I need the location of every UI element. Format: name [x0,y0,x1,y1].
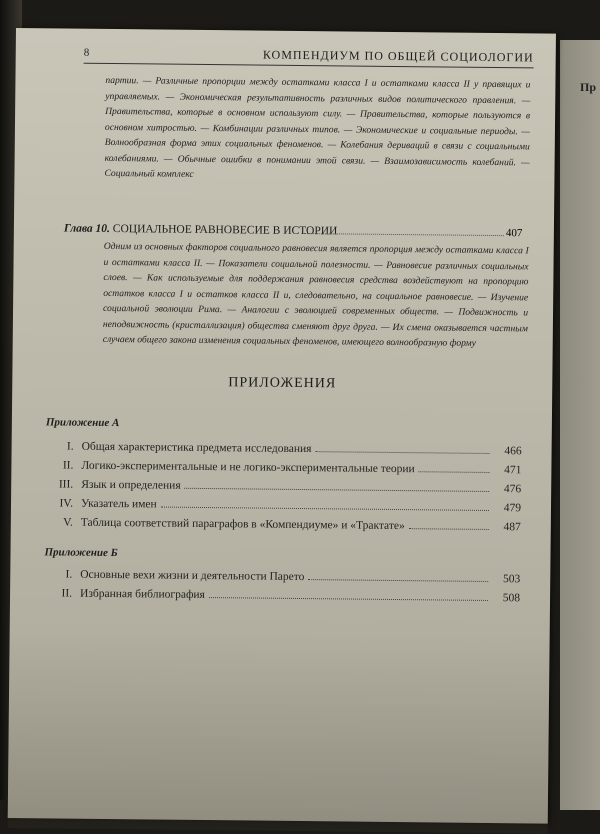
toc-entry-number: I. [65,568,73,581]
toc-entry-title: Избранная библиография [80,587,205,602]
next-page-heading: Пр [580,80,597,94]
toc-entry-title: Таблица соответствий параграфов в «Компендиуме» и «Трактате» [80,516,405,533]
toc-entry-title: Общая характеристика предмета исследования [81,440,312,456]
next-page-edge [560,40,600,810]
toc-leader [185,487,490,492]
toc-entry[interactable] [51,478,521,499]
toc-entry[interactable] [51,516,521,537]
toc-leader [315,450,489,454]
toc-entry-number: II. [62,459,74,472]
toc-entry[interactable] [50,568,520,589]
toc-entry-page: 487 [503,521,521,534]
toc-entry-page: 479 [503,502,522,515]
chapter-title: СОЦИАЛЬНОЕ РАВНОВЕСИЕ В ИСТОРИИ [112,223,338,238]
lower-page-shadow [8,628,550,834]
continued-chapter-summary: партии. — Различные пропорции между остатками класса I и остатками класса II у правящих и управляемых. — Экономическая результативность различных видов политического правления. — Правительства, которые в основном используют силу. — Правительства, которые пользуются в основном хитростью. — Комбинации различных типов. — Экономические и социальные периоды. — Волнообразная форма этих социальных феноменов. — Колебания дериваций в связи с социальными колебаниями. — Обычные ошибки в понимании этой связи. — Взаимозависимость колебаний. — Социальный комплекс [104,74,531,180]
toc-leader [419,470,490,473]
toc-entry[interactable] [51,497,521,518]
chapter-label: Глава 10. [63,222,111,235]
toc-entry-number: II. [61,587,73,600]
toc-entry-title: Указатель имен [80,497,157,511]
toc-entry[interactable] [52,440,522,461]
book-page [8,28,556,824]
toc-entry-page: 503 [502,573,521,586]
toc-entry[interactable] [50,587,520,608]
toc-leader [409,527,489,530]
toc-entry-title: Язык и определения [81,478,181,492]
chapter-10-page: 407 [505,227,523,240]
toc-leader [161,506,489,511]
toc-entry-number: IV. [59,497,74,510]
toc-entry[interactable] [51,459,521,480]
toc-entry-page: 508 [502,592,521,605]
toc-entry-page: 471 [504,464,522,477]
appendix-a-label: Приложение А [45,416,120,430]
page-number: 8 [83,46,90,59]
book-title: КОМПЕНДИУМ ПО ОБЩЕЙ СОЦИОЛОГИИ [262,47,534,65]
toc-entry-title: Логико-экспериментальные и не логико-экспериментальные теории [81,459,415,476]
chapter-10-summary: Одним из основных факторов социального равновесия является пропорция между остатками класса I и остатками класса II. — Показатели социальной полезности. — Равновесие различных социальных слоев. — Как используемые для поддержания равновесия средства воздействуют на пропорцию остатков класса I и остатков класса II и, следовательно, на социальное равновесие. — Изучение социальной эволюции Рима. — Аналогии с эволюцией современных обществ. — Подвижность и неподвижность (кристаллизация) общества сменяют друг друга. — Их смена оказывается частным случаем общего закона изменения социальных феноменов, имеющего волнообразную форму [102,240,529,349]
toc-entry-page: 466 [504,445,522,458]
toc-entry-number: III. [58,478,74,491]
appendix-b-label: Приложение Б [44,546,118,560]
toc-entry-title: Основные вехи жизни и деятельности Парето [80,568,305,584]
toc-leader [308,578,488,582]
chapter-10-heading [64,223,338,238]
running-head [84,45,534,69]
toc-entry-number: I. [66,440,74,453]
toc-entry-page: 476 [503,483,522,496]
toc-leader [209,596,488,601]
appendices-title: ПРИЛОЖЕНИЯ [228,375,337,392]
toc-entry-number: V. [63,516,73,529]
